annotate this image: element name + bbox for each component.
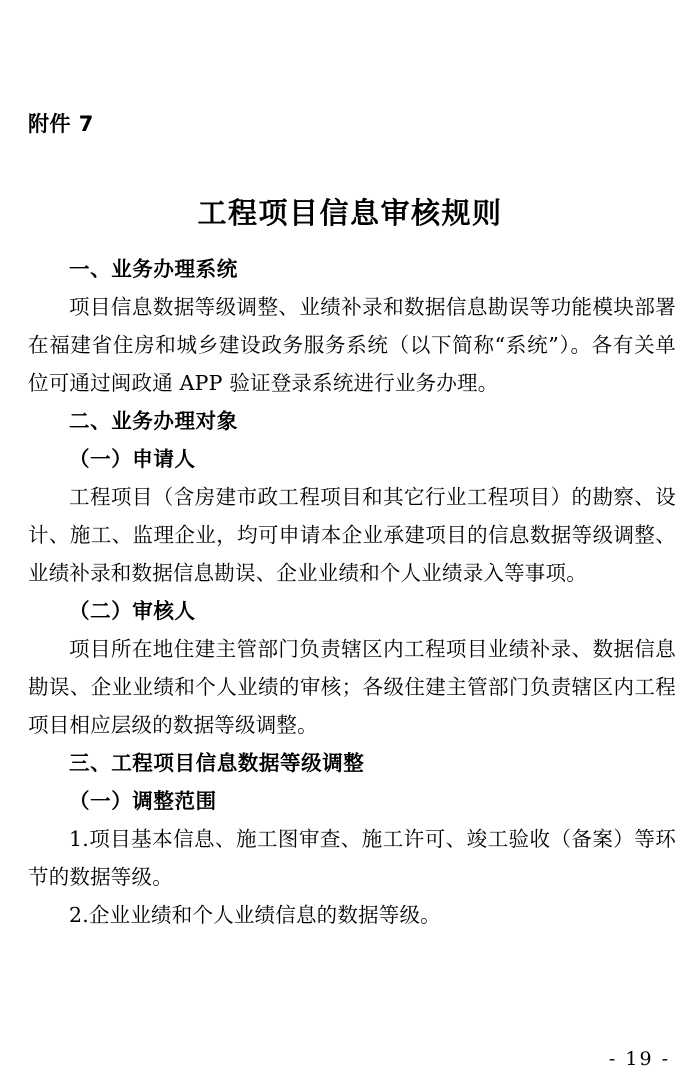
section-subheading: （一）调整范围 bbox=[69, 789, 217, 813]
page-title: 工程项目信息审核规则 bbox=[197, 196, 503, 231]
section-subheading: （二）审核人 bbox=[69, 599, 196, 623]
section-heading: 三、工程项目信息数据等级调整 bbox=[69, 751, 365, 775]
attachment-label: 附件 7 bbox=[28, 112, 94, 136]
page-number: - 19 - bbox=[608, 1048, 670, 1070]
section-paragraph: 2.企业业绩和个人业绩信息的数据等级。 bbox=[69, 903, 441, 927]
section-paragraph: 工程项目（含房建市政工程项目和其它行业工程项目）的勘察、设计、施工、监理企业，均可申请本企业承建项目的信息数据等级调整、业绩补录和数据信息勘误、企业业绩和个人业绩录入等事项。 bbox=[28, 485, 676, 585]
section-paragraph: 项目信息数据等级调整、业绩补录和数据信息勘误等功能模块部署在福建省住房和城乡建设政务服务系统（以下简称“系统”）。各有关单位可通过闽政通 APP 验证登录系统进行业务办理。 bbox=[28, 295, 676, 395]
section-paragraph: 1.项目基本信息、施工图审查、施工许可、竣工验收（备案）等环节的数据等级。 bbox=[28, 827, 676, 889]
section-subheading: （一）申请人 bbox=[69, 447, 196, 471]
section-heading: 二、业务办理对象 bbox=[69, 409, 238, 433]
document-body bbox=[28, 250, 676, 934]
section-heading: 一、业务办理系统 bbox=[69, 257, 238, 281]
section-paragraph: 项目所在地住建主管部门负责辖区内工程项目业绩补录、数据信息勘误、企业业绩和个人业绩的审核；各级住建主管部门负责辖区内工程项目相应层级的数据等级调整。 bbox=[28, 637, 676, 737]
